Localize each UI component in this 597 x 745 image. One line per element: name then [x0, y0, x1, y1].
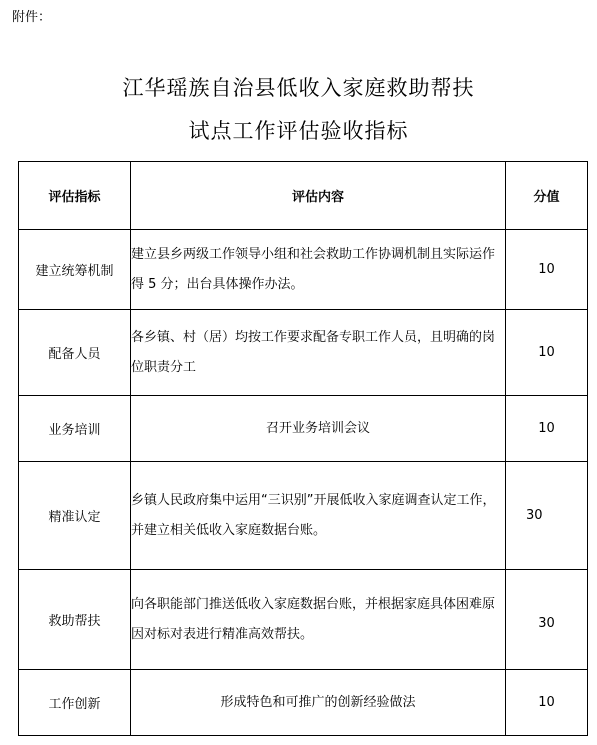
table-header-row	[19, 162, 588, 230]
row-content: 各乡镇、村（居）均按工作要求配备专职工作人员，且明确的岗位职责分工	[131, 310, 506, 396]
row-content: 乡镇人民政府集中运用“三识别”开展低收入家庭调查认定工作，并建立相关低收入家庭数据台账。	[131, 462, 506, 570]
attachment-label: 附件：	[12, 10, 52, 25]
row-score: 10	[506, 396, 588, 462]
row-score: 30	[506, 462, 588, 570]
table-row	[19, 570, 588, 670]
row-content: 召开业务培训会议	[131, 396, 506, 462]
row-item: 救助帮扶	[19, 570, 131, 670]
table-row	[19, 462, 588, 570]
header-content: 评估内容	[131, 162, 506, 230]
table-row	[19, 670, 588, 736]
table-row	[19, 396, 588, 462]
row-score: 30	[506, 570, 588, 670]
row-score: 10	[506, 670, 588, 736]
row-content: 形成特色和可推广的创新经验做法	[131, 670, 506, 736]
row-content: 建立县乡两级工作领导小组和社会救助工作协调机制且实际运作得 5 分；出台具体操作办法。	[131, 230, 506, 310]
row-item: 精准认定	[19, 462, 131, 570]
row-item: 工作创新	[19, 670, 131, 736]
row-item: 配备人员	[19, 310, 131, 396]
header-item: 评估指标	[19, 162, 131, 230]
row-score: 10	[506, 310, 588, 396]
document-title-line-1: 江华瑶族自治县低收入家庭救助帮扶	[122, 76, 475, 100]
row-score: 10	[506, 230, 588, 310]
table-row	[19, 230, 588, 310]
table-row	[19, 310, 588, 396]
evaluation-criteria-table	[18, 161, 588, 736]
row-item: 建立统筹机制	[19, 230, 131, 310]
row-content: 向各职能部门推送低收入家庭数据台账，并根据家庭具体困难原因对标对表进行精准高效帮扶。	[131, 570, 506, 670]
document-title-line-2: 试点工作评估验收指标	[188, 119, 409, 143]
header-score: 分值	[506, 162, 588, 230]
row-item: 业务培训	[19, 396, 131, 462]
